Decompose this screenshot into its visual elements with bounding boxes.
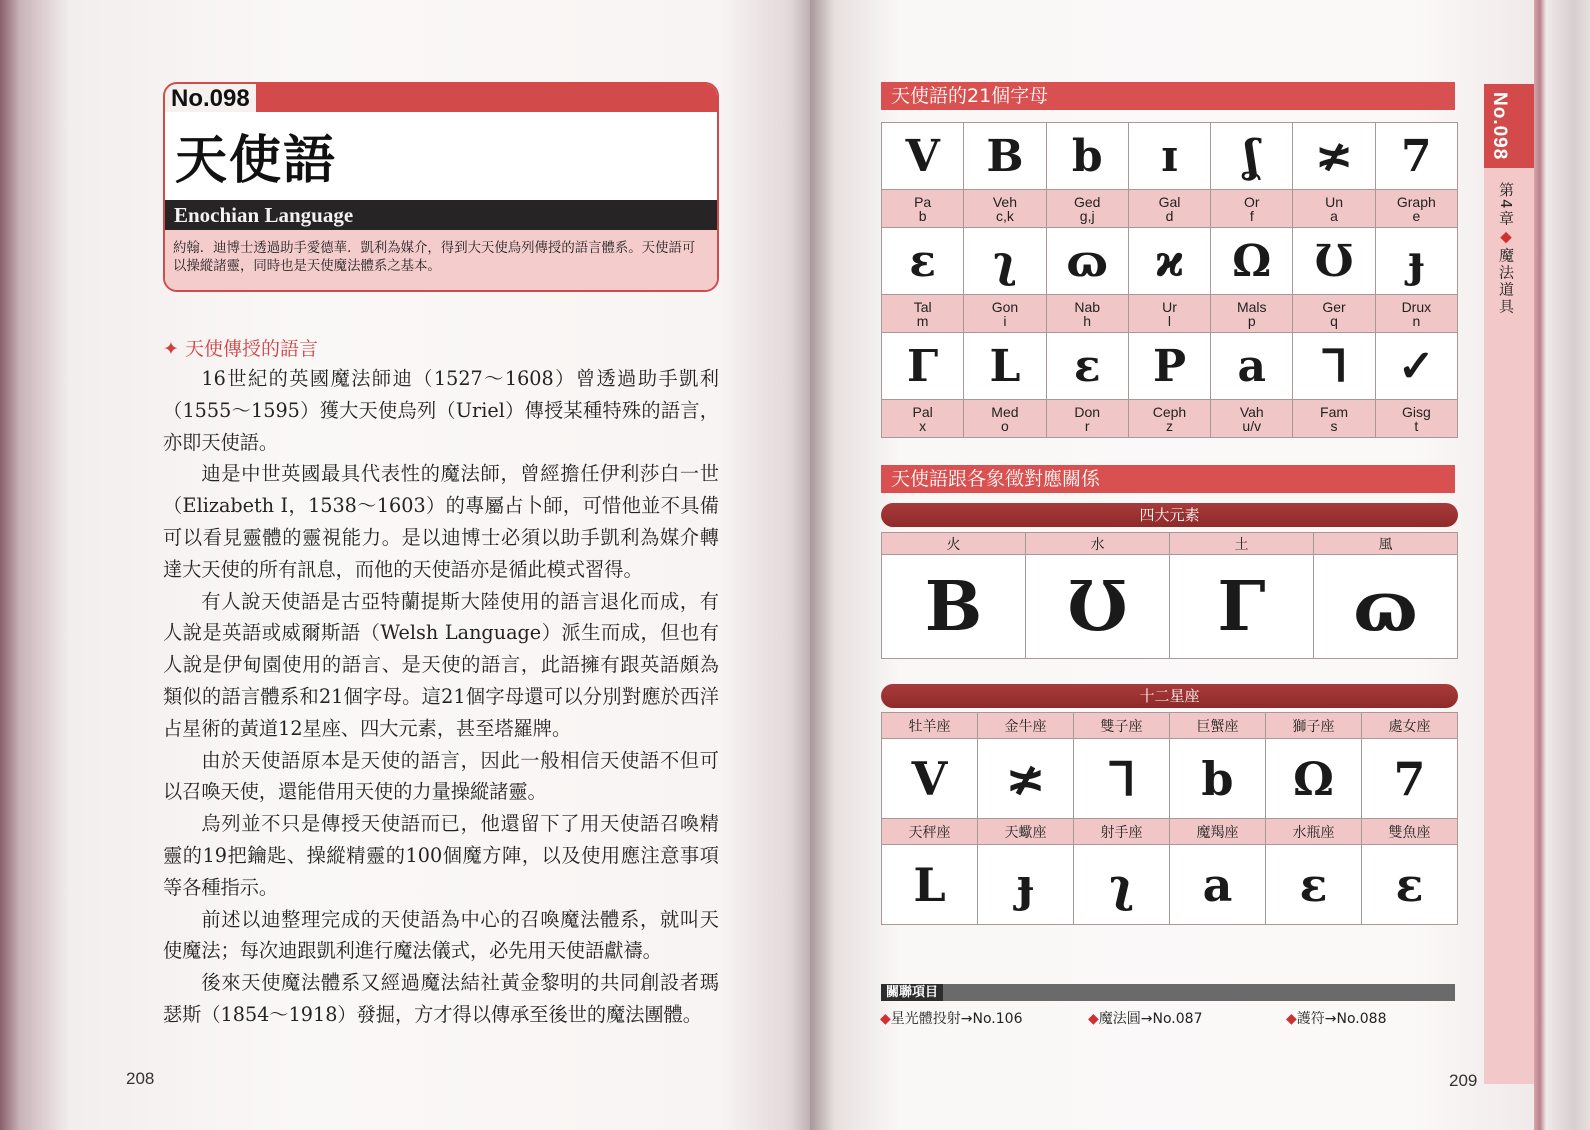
zodiac-name: 雙子座: [1074, 713, 1170, 739]
letter-name: Veh: [992, 193, 1017, 210]
paragraph: 16世紀的英國魔法師迪（1527～1608）曾透過助手凱利（1555～1595）獲大天使烏列（Uriel）傳授某種特殊的語言，亦即天使語。: [163, 367, 719, 454]
related-item[interactable]: ◆星光體投射→No.106: [880, 1011, 1023, 1027]
correspondence-heading: 天使語跟各象徵對應關係: [881, 465, 1455, 493]
zodiac-glyph: Ω: [1266, 739, 1362, 819]
zodiac-name: 巨蟹座: [1170, 713, 1266, 739]
element-glyph: ɷ: [1314, 555, 1458, 659]
letter-name: Ceph: [1152, 403, 1187, 420]
zodiac-name: 天蠍座: [978, 819, 1074, 845]
diamond-icon: ◆: [1497, 227, 1515, 248]
letter-glyph: V: [882, 123, 964, 190]
letter-name: Pa: [914, 193, 932, 210]
letter-name-cell: [1293, 400, 1375, 438]
page-number-left: 208: [126, 1069, 155, 1088]
letter-glyph: a: [1211, 333, 1293, 400]
letter-name-cell: [1046, 400, 1128, 438]
letter-name-cell: [1375, 190, 1457, 228]
zodiac-name-row: [882, 713, 1458, 739]
side-tab-number: No.098: [1489, 92, 1510, 161]
letter-name-cell: [1128, 295, 1210, 333]
zodiac-name: 天秤座: [882, 819, 978, 845]
letter-value: a: [1330, 207, 1338, 224]
letter-name-cell: [964, 400, 1046, 438]
letter-value: i: [1003, 312, 1007, 329]
related-ref: No.087: [1152, 1011, 1203, 1027]
elements-table: [881, 532, 1458, 659]
letter-value: f: [1249, 207, 1254, 224]
chapter-label: 第4章: [1497, 182, 1515, 228]
side-tab: [1484, 84, 1534, 1084]
letter-glyph: ɛ: [1046, 333, 1128, 400]
zodiac-name: 金牛座: [978, 713, 1074, 739]
letter-value: s: [1330, 417, 1338, 434]
elements-heading: 四大元素: [881, 503, 1458, 527]
letter-value: g,j: [1079, 207, 1095, 224]
zodiac-name: 射手座: [1074, 819, 1170, 845]
related-title: 護符: [1296, 1011, 1325, 1027]
zodiac-glyph: V: [882, 739, 978, 819]
letters-table: [881, 122, 1458, 438]
letter-name-cell: [882, 400, 964, 438]
zodiac-glyph-row: [882, 739, 1458, 819]
paragraph: 前述以迪整理完成的天使語為中心的召喚魔法體系，就叫天使魔法；每次迪跟凱利進行魔法儀式，必先用天使語獻禱。: [163, 907, 719, 963]
entry-title-chinese: 天使語: [175, 131, 338, 191]
related-item[interactable]: ◆魔法圓→No.087: [1088, 1011, 1203, 1027]
letter-name: Tal: [913, 298, 932, 315]
entry-title-english: Enochian Language: [165, 200, 717, 230]
letter-value: u/v: [1242, 417, 1262, 434]
letter-name: Gal: [1158, 193, 1181, 210]
letter-glyph: ✓: [1375, 333, 1457, 400]
zodiac-glyph: ɟ: [978, 845, 1074, 925]
letter-name: Ged: [1073, 193, 1101, 210]
section-label: 魔法道具: [1497, 247, 1515, 316]
zodiac-glyph: 7: [1362, 739, 1458, 819]
element-name: 土: [1170, 533, 1314, 555]
related-label: 關聯項目: [881, 984, 943, 1001]
letter-glyph: ɟ: [1375, 228, 1457, 295]
entry-summary: 約翰．迪博士透過助手愛德華．凱利為媒介，得到大天使烏列傳授的語言體系。天使語可以操縱諸靈，同時也是天使魔法體系之基本。: [165, 230, 717, 292]
zodiac-glyph: ɛ: [1266, 845, 1362, 925]
letter-glyph-row: [882, 228, 1458, 295]
letter-value: b: [918, 207, 927, 224]
paragraph: 迪是中世英國最具代表性的魔法師，曾經擔任伊利莎白一世（Elizabeth I，1538～1603）的專屬占卜師，可惜他並不具備可以看見靈體的靈視能力。是以迪博士必須以助手凱利為媒介轉達大天使的所有訊息，而他的天使語亦是循此模式習得。: [163, 462, 719, 581]
letter-value: n: [1412, 312, 1421, 329]
letter-value: c,k: [995, 207, 1014, 224]
zodiac-name: 水瓶座: [1266, 819, 1362, 845]
letter-name: Ger: [1322, 298, 1346, 315]
zodiac-name: 獅子座: [1266, 713, 1362, 739]
letter-name: Un: [1325, 193, 1343, 210]
element-name: 水: [1026, 533, 1170, 555]
letter-glyph: ʆ: [1211, 123, 1293, 190]
entry-title-box: [163, 82, 719, 292]
zodiac-name: 雙魚座: [1362, 819, 1458, 845]
zodiac-glyph: ≭: [978, 739, 1074, 819]
letter-name-cell: [882, 295, 964, 333]
entry-number: No.098: [165, 84, 256, 112]
letter-glyph-row: [882, 333, 1458, 400]
letter-value: o: [1001, 417, 1009, 434]
letter-name-cell: [1375, 295, 1457, 333]
letter-glyph: ʅ: [964, 228, 1046, 295]
paragraph: 由於天使語原本是天使的語言，因此一般相信天使語不但可以召喚天使，還能借用天使的力量操縱諸靈。: [163, 748, 719, 804]
related-title: 星光體投射: [890, 1011, 961, 1027]
letter-name-cell: [1211, 295, 1293, 333]
letter-name: Drux: [1401, 298, 1432, 315]
letter-value: z: [1165, 417, 1173, 434]
related-bar: [881, 984, 1455, 1001]
letter-value: r: [1084, 417, 1090, 434]
letter-value: m: [916, 312, 929, 329]
zodiac-name: 牡羊座: [882, 713, 978, 739]
letter-name-cell: [964, 190, 1046, 228]
letter-name-cell: [1128, 400, 1210, 438]
zodiac-heading: 十二星座: [881, 684, 1458, 708]
zodiac-glyph: L: [882, 845, 978, 925]
letter-name: Don: [1074, 403, 1101, 420]
side-tab-number-box: [1484, 84, 1534, 168]
diamond-icon: ◆: [880, 1011, 891, 1027]
book-page-edges: [1534, 0, 1590, 1130]
zodiac-name-row: [882, 819, 1458, 845]
letter-name-row: [882, 400, 1458, 438]
element-glyph: Ʊ: [1026, 555, 1170, 659]
letter-value: x: [919, 417, 927, 434]
zodiac-glyph: ɛ: [1362, 845, 1458, 925]
letter-name-cell: [964, 295, 1046, 333]
letter-glyph: ϰ: [1128, 228, 1210, 295]
letter-name-cell: [1293, 190, 1375, 228]
zodiac-glyph: ᒣ: [1074, 739, 1170, 819]
letter-value: e: [1412, 207, 1421, 224]
letter-glyph: Ʊ: [1293, 228, 1375, 295]
letter-glyph: ɛ: [882, 228, 964, 295]
paragraph: 有人說天使語是古亞特蘭提斯大陸使用的語言退化而成，有人說是英語或威爾斯語（Welsh Language）派生而成，但也有人說是伊甸園使用的語言、是天使的語言，此語擁有跟英語頗為類似的語言體系和21個字母。這21個字母還可以分別對應於西洋占星術的黃道12星座、四大元素，甚至塔羅牌。: [163, 589, 719, 740]
letter-name-row: [882, 295, 1458, 333]
zodiac-glyph: ʅ: [1074, 845, 1170, 925]
paragraph: 後來天使魔法體系又經過魔法結社黃金黎明的共同創設者瑪瑟斯（1854～1918）發掘，方才得以傳承至後世的魔法團體。: [163, 971, 719, 1026]
letter-glyph: b: [1046, 123, 1128, 190]
letter-name: Graph: [1396, 193, 1436, 210]
letter-name: Pal: [912, 403, 933, 420]
letter-name: Ur: [1162, 298, 1177, 315]
letter-name: Vah: [1239, 403, 1264, 420]
letter-glyph: Γ: [882, 333, 964, 400]
zodiac-glyph: a: [1170, 845, 1266, 925]
letter-value: t: [1414, 417, 1419, 434]
letter-name-cell: [1211, 400, 1293, 438]
letter-value: p: [1247, 312, 1256, 329]
letter-value: d: [1165, 207, 1174, 224]
letter-glyph: ɪ: [1128, 123, 1210, 190]
letter-glyph: 7: [1375, 123, 1457, 190]
side-tab-chapter: [1496, 182, 1517, 316]
letter-name-cell: [1293, 295, 1375, 333]
diamond-icon: ◆: [1088, 1011, 1099, 1027]
diamond-icon: ◆: [1286, 1011, 1297, 1027]
related-title: 魔法圓: [1098, 1011, 1141, 1027]
zodiac-glyph-row: [882, 845, 1458, 925]
section-heading: ✦ 天使傳授的語言: [163, 338, 318, 360]
letter-name: Fam: [1320, 403, 1349, 420]
letter-name-cell: [1375, 400, 1457, 438]
letter-glyph: ≭: [1293, 123, 1375, 190]
element-glyph: Γ: [1170, 555, 1314, 659]
zodiac-table: [881, 712, 1458, 925]
letter-name-row: [882, 190, 1458, 228]
letter-name: Nab: [1074, 298, 1101, 315]
letter-name: Med: [991, 403, 1019, 420]
letter-glyph: L: [964, 333, 1046, 400]
letter-glyph: Ω: [1211, 228, 1293, 295]
letter-name-cell: [1046, 190, 1128, 228]
letter-name-cell: [1128, 190, 1210, 228]
letter-value: l: [1167, 312, 1172, 329]
related-ref: No.106: [972, 1011, 1023, 1027]
letter-name: Gon: [991, 298, 1019, 315]
letter-glyph: B: [964, 123, 1046, 190]
body-text: [163, 363, 719, 1031]
letter-name-cell: [1046, 295, 1128, 333]
letter-value: h: [1083, 312, 1092, 329]
paragraph: 烏列並不只是傳授天使語而已，他還留下了用天使語召喚精靈的19把鑰匙、操縱精靈的100個魔方陣，以及使用應注意事項等各種指示。: [163, 812, 719, 899]
page-number-right: 209: [1449, 1071, 1478, 1090]
letter-glyph: ᒣ: [1293, 333, 1375, 400]
letter-value: q: [1330, 312, 1338, 329]
letter-glyph: P: [1128, 333, 1210, 400]
element-name: 風: [1314, 533, 1458, 555]
zodiac-name: 處女座: [1362, 713, 1458, 739]
zodiac-name: 魔羯座: [1170, 819, 1266, 845]
element-name: 火: [882, 533, 1026, 555]
letter-name-cell: [1211, 190, 1293, 228]
letter-name: Gisg: [1401, 403, 1431, 420]
element-glyph: B: [882, 555, 1026, 659]
letter-name-cell: [882, 190, 964, 228]
letter-name: Mals: [1236, 298, 1267, 315]
related-ref: No.088: [1336, 1011, 1387, 1027]
letters-heading: 天使語的21個字母: [881, 82, 1455, 110]
letter-name: Or: [1243, 193, 1260, 210]
letter-glyph-row: [882, 123, 1458, 190]
zodiac-glyph: b: [1170, 739, 1266, 819]
related-item[interactable]: ◆護符→No.088: [1286, 1011, 1387, 1027]
letter-glyph: ɷ: [1046, 228, 1128, 295]
